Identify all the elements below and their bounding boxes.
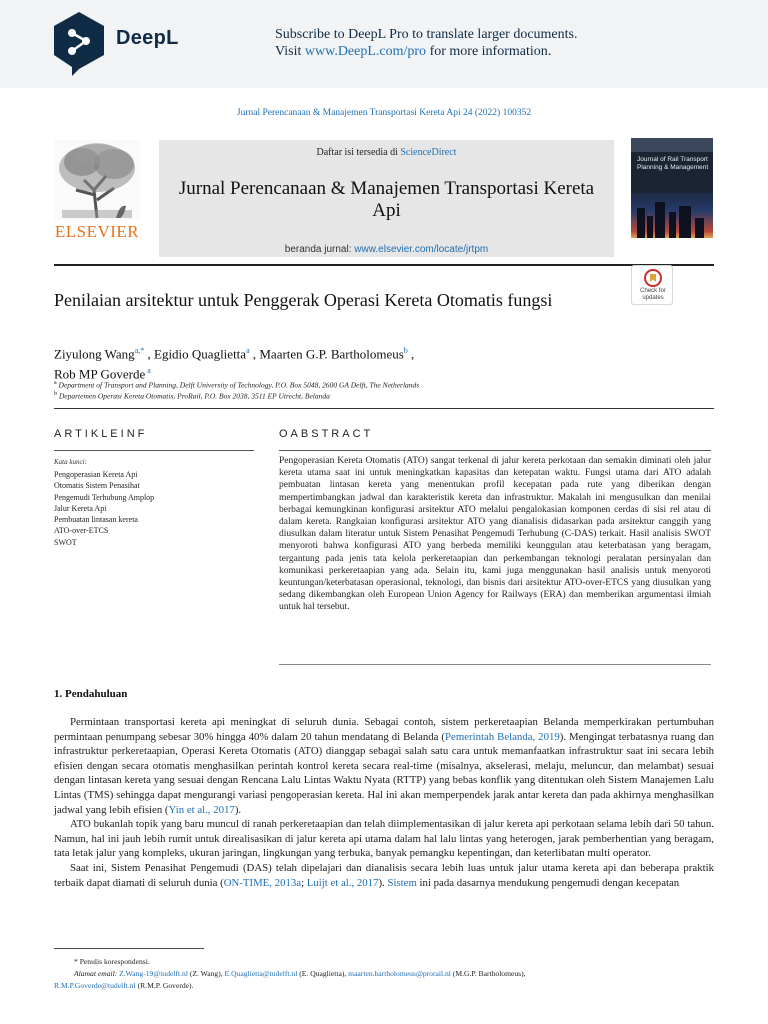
affiliation-mark: a — [54, 380, 57, 386]
keyword-item: Otomatis Sistem Penasihat — [54, 481, 140, 491]
deepl-banner — [0, 0, 768, 88]
paragraph — [54, 715, 714, 817]
corresponding-author-note — [54, 956, 714, 968]
abstract-heading: OABSTRACT — [279, 428, 374, 440]
cover-title: Journal of Rail Transport Planning & Management — [637, 156, 709, 171]
email-addresses-cont — [54, 980, 714, 992]
deepl-logo-icon[interactable] — [52, 11, 106, 77]
contents-available — [159, 147, 614, 158]
keyword-item: Jalur Kereta Api — [54, 503, 107, 513]
journal-header — [159, 140, 614, 257]
text-run: ). — [234, 803, 242, 816]
introduction-body — [54, 715, 714, 890]
footnote-star: * — [74, 957, 78, 966]
author-affiliation-mark[interactable]: a — [145, 366, 151, 376]
abstract-text: Pengoperasian Kereta Otomatis (ATO) sangat terkenal di jalur kereta perkotaan dan semakin diminati oleh jalur kereta utama saat ini untuk meningkatkan kapasitas dan ketepatan waktu. Fungsi utama dari ATO adalah pembuatan lintasan kereta yang menentukan profil kecepatan pada rute yang diberikan dengan mempertimbangkan jadwal dan karakteristik kereta dan infrastruktur. Makalah ini mengusulkan dan menilai berbagai kemungkinan konfigurasi arsitektur ATO melalui pengalokasian komponen cerdas di sisi rel atau di dalam kereta. Rangkaian konfigurasi arsitektur ATO yang dianalisis didasarkan pada arsitektur canggih yang diusulkan dalam literatur untuk Sistem Penasihat Pengemudi Terhubung (C-DAS) terkait. Hasil analisis SWOT menyoroti bahwa konfigurasi ATO yang berbeda memiliki keunggulan atau keterbatasan yang beragam, tergantung pada jenis tata kelola perkeretaapian dan perkembangan teknologi peralatan persinyalan dan komunikasi perkeretaapian yang ada. Selain itu, kami juga menggunakan hasil analisis untuk menyoroti keuntungan/keterbatasan operasional, teknologi, dan bisnis dari arsitektur ATO-over-ETCS yang diusulkan yang sedang dikembangkan oleh European Union Agency for Railways (ERA) dan memberikan argumentasi ilmiah untuk hal tersebut. — [279, 456, 711, 613]
header-divider — [54, 264, 714, 266]
keyword-item: Pengoperasian Kereta Api — [54, 470, 138, 479]
author-list — [54, 342, 614, 383]
email-link[interactable]: E.Quaglietta@tudelft.nl — [224, 969, 298, 978]
footnote — [54, 956, 714, 992]
elsevier-wordmark: ELSEVIER — [54, 222, 140, 241]
affiliation-divider — [54, 408, 714, 409]
journal-citation[interactable]: Jurnal Perencanaan & Manajemen Transportasi Kereta Api 24 (2022) 100352 — [236, 108, 532, 118]
keyword-item: Pembuatan lintasan kereta — [54, 515, 138, 525]
author-name[interactable]: Egidio Quaglietta — [154, 346, 247, 362]
citation-link[interactable]: Luijt et al., 2017 — [306, 876, 379, 889]
text-run: ). — [378, 876, 388, 889]
affiliation-a — [54, 380, 714, 390]
deepl-brand: DeepL — [116, 27, 179, 49]
citation-link[interactable]: Pemerintah Belanda, 2019 — [445, 730, 560, 743]
keyword-item: Pengemudi Terhubung Amplop — [54, 492, 155, 502]
keyword-item: SWOT — [54, 537, 77, 547]
abstract-bottom-rule — [279, 664, 711, 665]
author-name[interactable]: Ziyulong Wang — [54, 346, 135, 362]
banner-line-1: Subscribe to DeepL Pro to translate larger documents. — [275, 27, 578, 42]
article-info-heading: ARTIKLEINF — [54, 428, 148, 440]
available-prefix: Daftar isi tersedia di — [316, 147, 401, 158]
citation-link[interactable]: Sistem — [387, 876, 417, 889]
citation-link[interactable]: Yin et al., 2017 — [168, 803, 235, 816]
banner-message — [275, 26, 577, 60]
paragraph — [54, 861, 714, 890]
banner-line-2 — [275, 43, 577, 60]
text-run: ini pada dasarnya mendukung pengemudi dengan kecepatan — [416, 876, 680, 889]
author-affiliation-mark[interactable]: a — [246, 346, 250, 355]
email-owner: (Z. Wang), — [187, 969, 225, 978]
journal-cover-image[interactable] — [631, 138, 713, 238]
author-separator: , — [249, 346, 260, 362]
article-info-rule — [54, 450, 254, 451]
text-run: Permintaan transportasi kereta api meningkat di seluruh dunia. Sebagai contoh, sistem perkeretaapian Belanda memperkirakan pertumbuhan permintaan penumpang sebesar 30% hingga 40% dalam 20 tahun mendatang di Belanda ( — [54, 716, 714, 743]
article-title: Penilaian arsitektur untuk Penggerak Operasi Kereta Otomatis fungsi — [54, 290, 553, 310]
section-title-introduction: 1. Pendahuluan — [54, 688, 128, 700]
email-addresses — [54, 968, 714, 980]
citation-link[interactable]: ON-TIME, 2013a — [223, 876, 302, 889]
homepage-prefix: beranda jurnal: — [284, 244, 355, 255]
text-run: Saat ini, Sistem Penasihat Pengemudi (DAS) telah dipelajari dan dianalisis secara lebih luas untuk jalur utama kereta api dan beberapa praktik terbaik dapat diamati di seluruh dunia ( — [54, 861, 714, 889]
sciencedirect-link[interactable]: ScienceDirect — [400, 147, 457, 158]
affiliation-text: Department of Transport and Planning, Delft University of Technology, P.O. Box 5048, 2600 GA Delft, The Netherlands — [56, 380, 420, 390]
footnote-label: Penulis korespondensi. — [77, 957, 150, 966]
check-updates-icon — [644, 269, 662, 287]
banner-visit: Visit — [275, 44, 305, 59]
author-affiliation-mark[interactable]: a,* — [134, 346, 145, 355]
email-link[interactable]: Z.Wang-19@tudelft.nl — [119, 969, 188, 978]
keywords-list — [54, 469, 254, 548]
email-owner: (R.M.P. Goverde). — [135, 981, 194, 990]
author-name[interactable]: Maarten G.P. Bartholomeus — [259, 346, 404, 362]
homepage-link[interactable]: www.elsevier.com/locate/jrtpm — [354, 244, 489, 255]
affiliation-text: Departemen Operasi Kereta Otomatis, ProRail, P.O. Box 2038, 3511 EP Utrecht, Belanda — [57, 391, 330, 401]
author-name[interactable]: Rob MP Goverde — [54, 366, 146, 382]
email-link[interactable]: R.M.P.Goverde@tudelft.nl — [54, 981, 136, 990]
text-run: ; — [301, 876, 307, 889]
cover-stripe — [631, 138, 713, 152]
banner-suffix: for more information. — [426, 44, 552, 59]
email-owner: (M.G.P. Bartholomeus), — [450, 969, 526, 978]
deepl-pro-link[interactable]: www.DeepL.com/pro — [304, 44, 427, 59]
affiliation-mark: b — [54, 391, 57, 397]
check-updates-label: Check for updates — [640, 288, 666, 301]
email-link[interactable]: maarten.bartholomeus@prorail.nl — [348, 969, 451, 978]
text-run: ). Mengingat terbatasnya ruang dan infrastruktur perkeretaapian, Operasi Kereta Otomatis (ATO) dianggap sebagai salah satu cara untuk memanfaatkan infrastruktur saat ini secara lebih efisien dengan secara otomatis menghasilkan perintah kontrol kereta secara real-time (misalnya, akselerasi, melaju, meluncur, dan melambat) sesuai dengan lintasan kereta yang sesuai dengan Rencana Lalu Lintas Waktu Nyata (RTTP) yang bebas konflik yang ditentukan oleh Sistem Manajemen Lalu Lintas (TMS) sehingga dapat mengurangi variasi pengoperasian kereta. Hal ini akan memperpendek jarak antar kereta dan pada akhirnya menghasilkan jadwal yang lebih efisien ( — [54, 730, 714, 816]
journal-homepage — [159, 244, 614, 255]
keywords-label: Kata kunci: — [54, 458, 87, 466]
abstract-rule — [279, 450, 711, 451]
cover-cityscape — [631, 193, 713, 238]
author-separator: , — [144, 346, 154, 362]
email-owner: (E. Quaglietta), — [297, 969, 349, 978]
author-affiliation-mark[interactable]: b — [403, 346, 408, 355]
affiliation-b — [54, 391, 714, 401]
author-separator: , — [407, 346, 415, 362]
journal-title: Jurnal Perencanaan & Manajemen Transportasi Kereta Api — [178, 178, 595, 221]
footnote-divider — [54, 948, 204, 949]
email-label: Alamat email: — [74, 969, 120, 978]
keyword-item: ATO-over-ETCS — [54, 526, 109, 536]
check-for-updates-button[interactable] — [631, 265, 673, 305]
paragraph: ATO bukanlah topik yang baru muncul di ranah perkeretaapian dan telah diimplementasikan di jalur kereta api perkotaan selama lebih dari 50 tahun. Namun, hal ini jauh lebih rumit untuk direalisasikan di jalur kereta api utama dalam hal lalu lintas yang heterogen, jarak pemberhentian yang beragam, tata letak jalur yang kompleks, ukuran jaringan, lingkungan yang terbuka, banyak pemangku kepentingan, dan keterlibatan multi operator. — [54, 818, 714, 860]
